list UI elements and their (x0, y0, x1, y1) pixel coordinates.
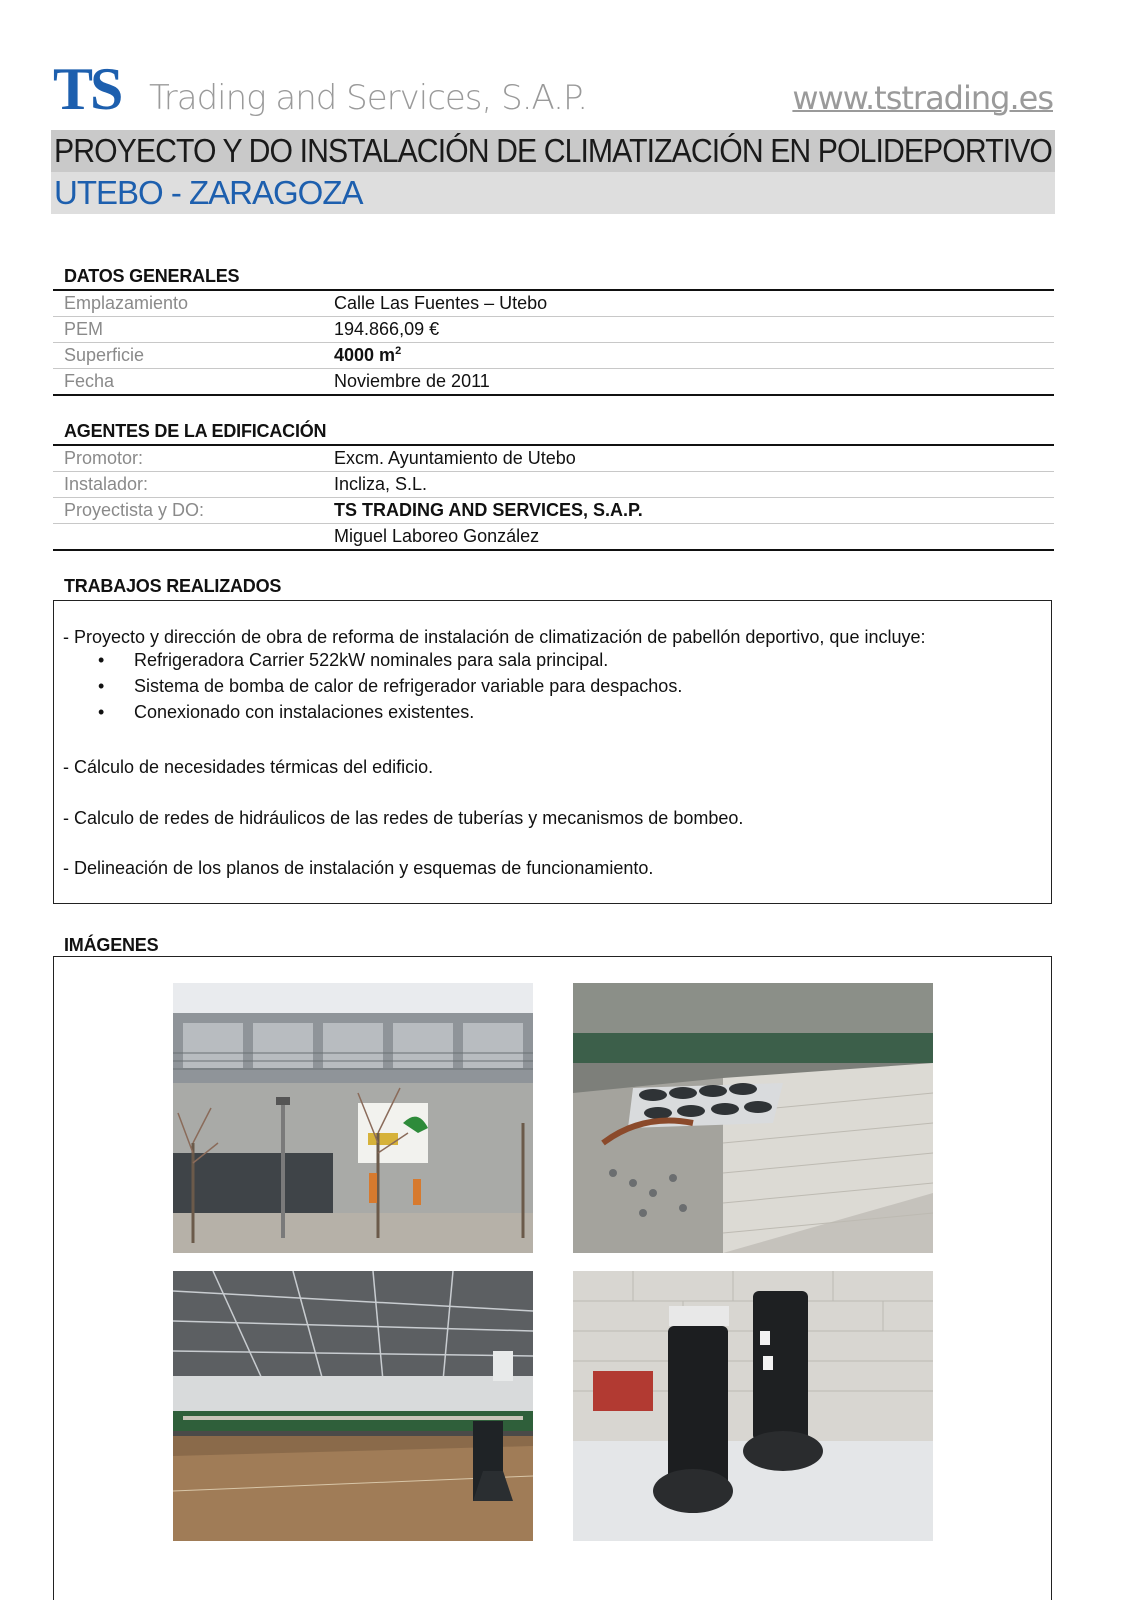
row-value (334, 343, 401, 368)
project-location: UTEBO - ZARAGOZA (51, 172, 1055, 214)
row-value: Incliza, S.L. (334, 474, 428, 494)
table-row (53, 472, 1054, 498)
bullet-icon: • (98, 702, 105, 722)
agentes-heading: AGENTES DE LA EDIFICACIÓN (64, 421, 327, 441)
list-item: • Sistema de bomba de calor de refrigerador variable para despachos. (98, 673, 682, 699)
company-name: Trading and Services, S.A.P. (149, 78, 588, 118)
list-item: • Conexionado con instalaciones existentes. (98, 699, 682, 725)
datos-generales-table (53, 289, 1054, 396)
table-row (53, 369, 1054, 396)
trabajos-intro: - Proyecto y dirección de obra de reforma de instalación de climatización de pabellón deportivo, que incluye: (63, 627, 926, 647)
row-label: Promotor: (64, 448, 144, 468)
row-value: Noviembre de 2011 (334, 371, 490, 391)
photo-pumps (573, 1271, 933, 1541)
website-link[interactable]: www.tstrading.es (792, 79, 1053, 117)
table-row (53, 524, 1054, 551)
row-label: Proyectista y DO: (64, 500, 205, 520)
project-title-line1: PROYECTO Y DO INSTALACIÓN DE CLIMATIZACIÓN EN POLIDEPORTIVO (51, 130, 1055, 172)
bullet-icon: • (98, 676, 105, 696)
row-label: Fecha (64, 371, 115, 391)
row-label: Emplazamiento (64, 293, 189, 313)
row-value: Miguel Laboreo González (334, 526, 540, 546)
row-label: PEM (64, 319, 104, 339)
datos-generales-heading: DATOS GENERALES (64, 266, 240, 286)
trabajos-heading: TRABAJOS REALIZADOS (64, 576, 282, 596)
bullet-icon: • (98, 650, 105, 670)
row-value: Excm. Ayuntamiento de Utebo (334, 448, 576, 468)
company-logo: TS (53, 56, 121, 122)
table-row (53, 289, 1054, 317)
surface-unit-exponent: 2 (395, 345, 402, 357)
imagenes-heading: IMÁGENES (64, 935, 159, 955)
agentes-table (53, 444, 1054, 551)
photo-rooftop-chiller (573, 983, 933, 1253)
table-row (53, 498, 1054, 524)
row-label: Superficie (64, 345, 145, 365)
row-value: Calle Las Fuentes – Utebo (334, 293, 548, 313)
trabajos-item: - Cálculo de necesidades térmicas del edificio. (63, 757, 434, 777)
list-item: • Refrigeradora Carrier 522kW nominales para sala principal. (98, 647, 682, 673)
trabajos-item: - Calculo de redes de hidráulicos de las redes de tuberías y mecanismos de bombeo. (63, 808, 744, 828)
table-row (53, 444, 1054, 472)
row-value: 194.866,09 € (334, 319, 440, 339)
row-value: TS TRADING AND SERVICES, S.A.P. (334, 500, 643, 520)
page-header (53, 58, 1053, 120)
trabajos-bullet-list (98, 647, 682, 725)
imagenes-box (53, 956, 1052, 1600)
photo-sports-hall (173, 1271, 533, 1541)
photo-building-exterior (173, 983, 533, 1253)
trabajos-item: - Delineación de los planos de instalación y esquemas de funcionamiento. (63, 858, 654, 878)
table-row (53, 343, 1054, 369)
project-title (51, 130, 1055, 214)
table-row (53, 317, 1054, 343)
trabajos-box (53, 600, 1052, 904)
surface-value: 4000 m (334, 345, 396, 365)
row-label: Instalador: (64, 474, 149, 494)
